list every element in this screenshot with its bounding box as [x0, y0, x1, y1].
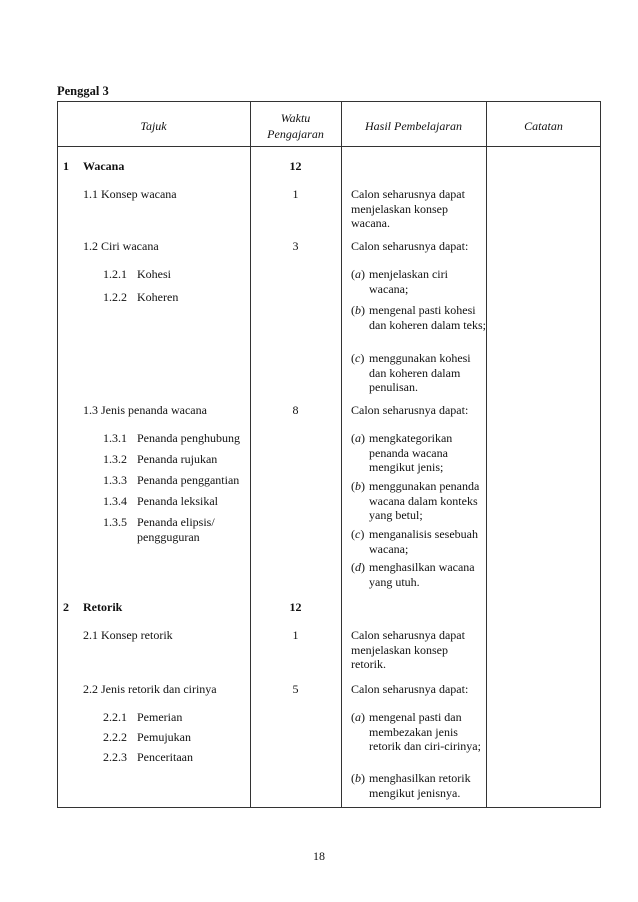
objective-label: (a) [351, 431, 365, 445]
objective-text: mengkategorikan penanda wacana mengikut jenis; [369, 431, 453, 474]
subtopic-label: 1.1 Konsep wacana [83, 187, 177, 201]
objective-text: mengenal pasti kohesi dan koheren dalam teks; [369, 303, 486, 332]
topic-number: 2 [63, 600, 69, 614]
objective-label: (d) [351, 560, 365, 574]
objective-label: (b) [351, 303, 365, 317]
item-text: Penanda penggantian [137, 473, 240, 487]
objective-text: menggunakan penanda wacana dalam konteks yang betul; [369, 479, 480, 522]
item-number: 2.2.1 [103, 710, 127, 724]
page-number: 18 [313, 849, 325, 863]
objective-text: menggunakan kohesi dan koheren dalam penulisan. [369, 351, 471, 394]
item-text: Kohesi [137, 267, 171, 281]
subtopic-hours: 5 [292, 682, 299, 696]
objective-label: (b) [351, 771, 365, 785]
item-number: 1.2.2 [103, 290, 127, 304]
objective-label: (c) [351, 527, 365, 541]
header-catatan: Catatan [524, 119, 563, 133]
item-number: 1.3.5 [103, 515, 127, 529]
subtopic-hours: 1 [292, 187, 299, 201]
item-number: 1.3.2 [103, 452, 127, 466]
item-text: Koheren [137, 290, 179, 304]
section-title: Penggal 3 [57, 84, 109, 98]
objective-text: mengenal pasti dan membezakan jenis retorik dan ciri-cirinya; [369, 710, 481, 753]
learning-outcome: Calon seharusnya dapat: [351, 239, 469, 253]
item-text: Penanda penghubung [137, 431, 240, 445]
topic-title: Wacana [83, 159, 125, 173]
topic-number: 1 [63, 159, 69, 173]
objective-label: (a) [351, 267, 365, 281]
topic-title: Retorik [83, 600, 123, 614]
item-text: Penceritaan [137, 750, 193, 764]
subtopic-label: 1.2 Ciri wacana [83, 239, 159, 253]
item-number: 2.2.3 [103, 750, 127, 764]
learning-outcome: Calon seharusnya dapat: [351, 403, 469, 417]
header-pengajaran: Pengajaran [267, 127, 324, 141]
objective-label: (c) [351, 351, 365, 365]
header-tajuk: Tajuk [140, 119, 167, 133]
header-divider [57, 146, 601, 147]
subtopic-label: 2.2 Jenis retorik dan cirinya [83, 682, 217, 696]
item-number: 1.3.1 [103, 431, 127, 445]
learning-outcome: Calon seharusnya dapat menjelaskan konsep retorik. [351, 628, 465, 671]
item-number: 1.2.1 [103, 267, 127, 281]
subtopic-label: 2.1 Konsep retorik [83, 628, 173, 642]
objective-text: menghasilkan retorik mengikut jenisnya. [369, 771, 471, 800]
header-waktu: Waktu [280, 111, 311, 125]
objective-label: (b) [351, 479, 365, 493]
item-text: Pemujukan [137, 730, 191, 744]
column-divider-waktu [250, 101, 251, 808]
subtopic-hours: 3 [292, 239, 299, 253]
objective-text: menganalisis sesebuah wacana; [369, 527, 478, 556]
subtopic-hours: 8 [292, 403, 299, 417]
objective-text: menjelaskan ciri wacana; [369, 267, 448, 296]
topic-hours: 12 [289, 159, 302, 173]
objective-label: (a) [351, 710, 365, 724]
item-text: Penanda elipsis/ pengguguran [137, 515, 215, 544]
objective-text: menghasilkan wacana yang utuh. [369, 560, 475, 589]
item-number: 1.3.3 [103, 473, 127, 487]
item-text: Pemerian [137, 710, 183, 724]
header-hasil-pembelajaran: Hasil Pembelajaran [365, 119, 462, 133]
subtopic-label: 1.3 Jenis penanda wacana [83, 403, 207, 417]
item-number: 2.2.2 [103, 730, 127, 744]
item-number: 1.3.4 [103, 494, 127, 508]
subtopic-hours: 1 [292, 628, 299, 642]
item-text: Penanda leksikal [137, 494, 218, 508]
topic-hours: 12 [289, 600, 302, 614]
learning-outcome: Calon seharusnya dapat menjelaskan konsep wacana. [351, 187, 465, 230]
item-text: Penanda rujukan [137, 452, 218, 466]
learning-outcome: Calon seharusnya dapat: [351, 682, 469, 696]
column-divider-hasil [341, 101, 342, 808]
